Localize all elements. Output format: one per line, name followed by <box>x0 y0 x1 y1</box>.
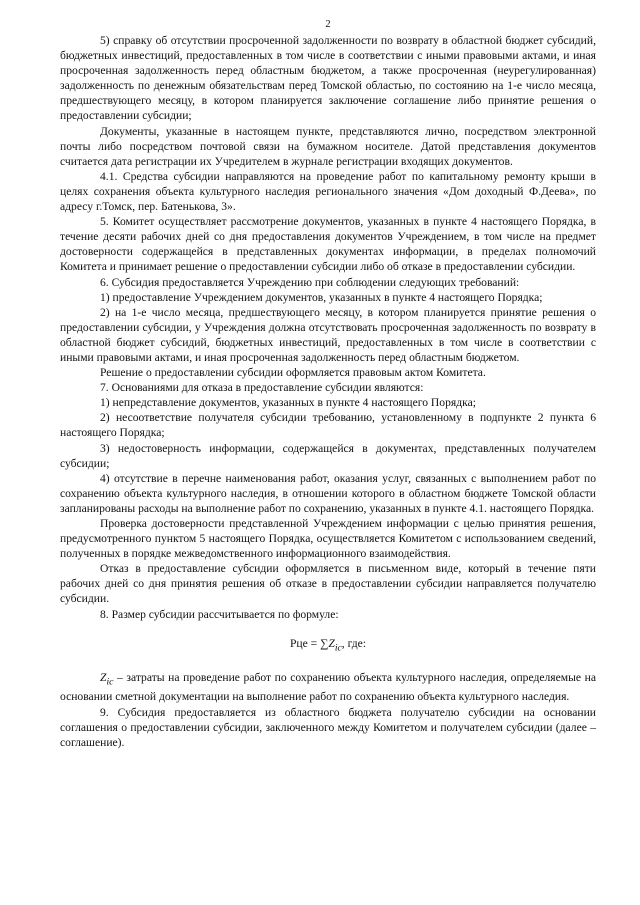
paragraph-5: 5. Комитет осуществляет рассмотрение документов, указанных в пункте 4 настоящего Порядка, в течение десяти рабочих дней со дня предоставления документов Учреждением, в том числе на предмет достоверности содержащейся в представленных документах информации, в пределах полномочий Комитета и принимает решение о предоставлении субсидии либо об отказе в предоставлении субсидии. <box>60 215 596 274</box>
subsidy-formula <box>60 636 596 655</box>
page-number: 2 <box>325 19 331 30</box>
paragraph-refusal: Отказ в предоставление субсидии оформляется в письменном виде, который в течение пяти рабочих дней со дня принятия решения об отказе в предоставлении субсидии направляется получателю субсидии. <box>60 562 596 606</box>
paragraph-decision: Решение о предоставлении субсидии оформляется правовым актом Комитета. <box>100 366 486 380</box>
paragraph-verification: Проверка достоверности представленной Учреждением информации с целью принятия решения, предусмотренного пунктом 5 настоящего Порядка, осуществляется Комитетом с использованием сведений, полученных в порядке межведомственного информационного взаимодействия. <box>60 517 596 561</box>
formula-term: Z <box>328 636 335 650</box>
definition-text: – затраты на проведение работ по сохранению объекта культурного наследия, определяемые на основании сметной документации на выполнение работ по сохранению объекта культурного наследия. <box>60 671 596 704</box>
paragraph-8: 8. Размер субсидии рассчитывается по формуле: <box>100 607 339 621</box>
paragraph-6: 6. Субсидия предоставляется Учреждению при соблюдении следующих требований: <box>100 275 520 289</box>
definition-term: Z <box>100 671 107 685</box>
formula-sigma: ∑ <box>320 636 329 650</box>
paragraph-documents-submission: Документы, указанные в настоящем пункте, представляются лично, посредством электронной почты либо посредством почтовой связи на бумажном носителе. Датой представления документов считается дата регистрации их Учредителем в журнале регистрации входящих документов. <box>60 124 596 168</box>
formula-equals: = <box>307 636 321 650</box>
paragraph-9: 9. Субсидия предоставляется из областного бюджета получателю субсидии на основании соглашения о предоставлении субсидии, заключенного между Комитетом и получателем субсидии (далее – соглашение). <box>60 705 596 749</box>
paragraph-5-certificate: 5) справку об отсутствии просроченной задолженности по возврату в областной бюджет субсидий, бюджетных инвестиций, предоставленных в том числе в соответствии с иными правовыми актами, и иная просроченная задолженность перед областным бюджетом, а также просроченная (неурегулированная) задолженность по денежным обязательствам перед Томской областью, по состоянию на 1-е число месяца, предшествующего месяцу, в котором планируется заключение соглашение либо принятие решения о предоставлении субсидии; <box>60 34 596 123</box>
paragraph-definition <box>60 670 596 705</box>
paragraph-7-1: 1) непредставление документов, указанных в пункте 4 настоящего Порядка; <box>100 396 476 410</box>
paragraph-7: 7. Основаниями для отказа в предоставление субсидии являются: <box>100 381 424 395</box>
paragraph-7-4: 4) отсутствие в перечне наименования работ, оказания услуг, связанных с выполнением работ по сохранению объекта культурного наследия, в отношении которого в областном бюджете Томской области запланированы расходы на выполнение работ по сохранению, указанных в пункте 4.1. настоящего Порядка. <box>60 471 596 515</box>
paragraph-7-2: 2) несоответствие получателя субсидии требованию, установленному в подпункте 2 пункта 6 настоящего Порядка; <box>60 411 596 440</box>
paragraph-4-1: 4.1. Средства субсидии направляются на проведение работ по капитальному ремонту крыши в целях сохранения объекта культурного наследия регионального значения «Дом доходный Ф.Деева», по адресу г.Томск, пер. Батенькова, 3». <box>60 169 596 214</box>
paragraph-6-1: 1) предоставление Учреждением документов, указанных в пункте 4 настоящего Порядка; <box>100 290 543 304</box>
definition-subscript: ic <box>106 676 114 688</box>
paragraph-6-2: 2) на 1-е число месяца, предшествующего месяцу, в котором планируется принятие решения о предоставлении субсидии, у Учреждения должна отсутствовать просроченная задолженность по возврату в областной бюджет субсидий, бюджетных инвестиций, предоставленных в том числе в соответствии с иными правовыми актами, и иная просроченная задолженность перед областным бюджетом. <box>60 305 596 364</box>
formula-subscript: ic <box>334 641 342 653</box>
formula-suffix: , где: <box>341 636 367 650</box>
paragraph-7-3: 3) недостоверность информации, содержащейся в документах, представленных получателем субсидии; <box>60 441 596 470</box>
formula-lhs: Рце <box>289 636 308 650</box>
